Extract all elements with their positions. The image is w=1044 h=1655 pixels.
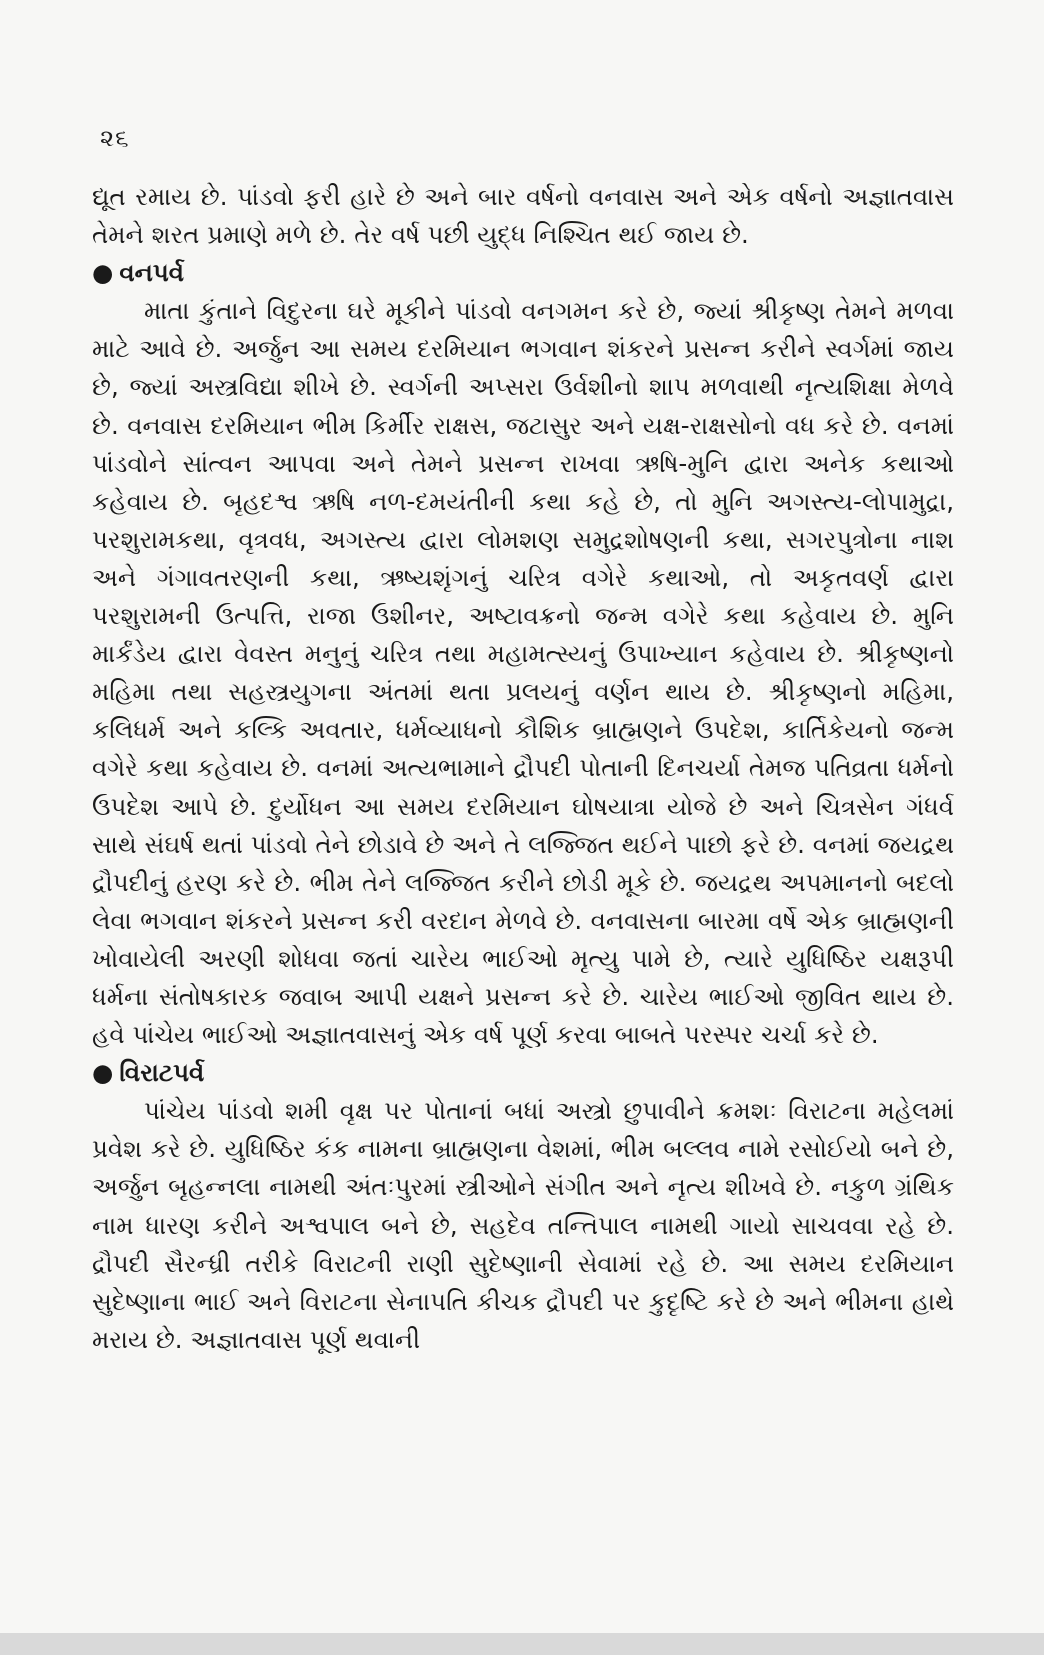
- section-heading-vanparva: [92, 254, 954, 292]
- section-title: વિરાટપર્વ: [119, 1058, 205, 1088]
- bullet-icon: ●: [92, 258, 114, 288]
- bullet-icon: ●: [92, 1058, 114, 1088]
- section-heading-viratparva: [92, 1054, 954, 1092]
- section-body-vanparva: માતા કુંતાને વિદુરના ઘરે મૂકીને પાંડવો વનગમન કરે છે, જ્યાં શ્રીકૃષ્ણ તેમને મળવા માટે આવે છે. અર્જુન આ સમય દરમિયાન ભગવાન શંકરને પ્રસન્ન કરીને સ્વર્ગમાં જાય છે, જ્યાં અસ્ત્રવિદ્યા શીખે છે. સ્વર્ગની અપ્સરા ઉર્વશીનો શાપ મળવાથી નૃત્યશિક્ષા મેળવે છે. વનવાસ દરમિયાન ભીમ કિર્મીર રાક્ષસ, જટાસુર અને યક્ષ-રાક્ષસોનો વધ કરે છે. વનમાં પાંડવોને સાંત્વન આપવા અને તેમને પ્રસન્ન રાખવા ઋષિ-મુનિ દ્વારા અનેક કથાઓ કહેવાય છે. બૃહદશ્વ ઋષિ નળ-દમયંતીની કથા કહે છે, તો મુનિ અગસ્ત્ય-લોપામુદ્રા, પરશુરામકથા, વૃત્રવધ, અગસ્ત્ય દ્વારા લોમશણ સમુદ્રશોષણની કથા, સગરપુત્રોના નાશ અને ગંગાવતરણની કથા, ઋષ્યશૃંગનું ચરિત્ર વગેરે કથાઓ, તો અકૃતવર્ણ દ્વારા પરશુરામની ઉત્પત્તિ, રાજા ઉશીનર, અષ્ટાવક્રનો જન્મ વગેરે કથા કહેવાય છે. મુનિ માર્કંડેય દ્વારા વેવસ્ત મનુનું ચરિત્ર તથા મહામત્સ્યનું ઉપાખ્યાન કહેવાય છે. શ્રીકૃષ્ણનો મહિમા તથા સહસ્ત્રયુગના અંતમાં થતા પ્રલયનું વર્ણન થાય છે. શ્રીકૃષ્ણનો મહિમા, કલિધર્મ અને કલ્કિ અવતાર, ધર્મવ્યાધનો કૌશિક બ્રાહ્મણને ઉપદેશ, કાર્તિકેયનો જન્મ વગેરે કથા કહેવાય છે. વનમાં અત્યભામાને દ્રૌપદી પોતાની દિનચર્યા તેમજ પતિવ્રતા ધર્મનો ઉપદેશ આપે છે. દુર્યોધન આ સમય દરમિયાન ઘોષયાત્રા યોજે છે અને ચિત્રસેન ગંધર્વ સાથે સંઘર્ષ થતાં પાંડવો તેને છોડાવે છે અને તે લજ્જિત થઈને પાછો ફરે છે. વનમાં જયદ્રથ દ્રૌપદીનું હરણ કરે છે. ભીમ તેને લજ્જિત કરીને છોડી મૂકે છે. જયદ્રથ અપમાનનો બદલો લેવા ભગવાન શંકરને પ્રસન્ન કરી વરદાન મેળવે છે. વનવાસના બારમા વર્ષે એક બ્રાહ્મણની ખોવાયેલી અરણી શોધવા જતાં ચારેય ભાઈઓ મૃત્યુ પામે છે, ત્યારે યુધિષ્ઠિર યક્ષરૂપી ધર્મના સંતોષકારક જવાબ આપી યક્ષને પ્રસન્ન કરે છે. ચારેય ભાઈઓ જીવિત થાય છે. હવે પાંચેય ભાઈઓ અજ્ઞાતવાસનું એક વર્ષ પૂર્ણ કરવા બાબતે પરસ્પર ચર્ચા કરે છે.: [92, 296, 954, 1050]
- section-title: વનપર્વ: [119, 258, 185, 288]
- page-body: [92, 178, 954, 1359]
- intro-paragraph: દ્યૂત રમાય છે. પાંડવો ફરી હારે છે અને બાર વર્ષનો વનવાસ અને એક વર્ષનો અજ્ઞાતવાસ તેમને શરત પ્રમાણે મળે છે. તેર વર્ષ પછી યુદ્ધ નિશ્ચિત થઈ જાય છે.: [92, 182, 954, 250]
- page-number: ૨૬: [100, 124, 130, 152]
- section-body-viratparva: પાંચેય પાંડવો શમી વૃક્ષ પર પોતાનાં બધાં અસ્ત્રો છુપાવીને ક્રમશઃ વિરાટના મહેલમાં પ્રવેશ કરે છે. યુધિષ્ઠિર કંક નામના બ્રાહ્મણના વેશમાં, ભીમ બલ્લવ નામે રસોઈયો બને છે, અર્જુન બૃહન્નલા નામથી અંતઃપુરમાં સ્ત્રીઓને સંગીત અને નૃત્ય શીખવે છે. નકુળ ગ્રંથિક નામ ધારણ કરીને અશ્વપાલ બને છે, સહદેવ તન્તિપાલ નામથી ગાયો સાચવવા રહે છે. દ્રૌપદી સૈરન્ધ્રી તરીકે વિરાટની રાણી સુદેષ્ણાની સેવામાં રહે છે. આ સમય દરમિયાન સુદેષ્ણાના ભાઈ અને વિરાટના સેનાપતિ કીચક દ્રૌપદી પર કુદૃષ્ટિ કરે છે અને ભીમના હાથે મરાય છે. અજ્ઞાતવાસ પૂર્ણ થવાની: [92, 1096, 954, 1354]
